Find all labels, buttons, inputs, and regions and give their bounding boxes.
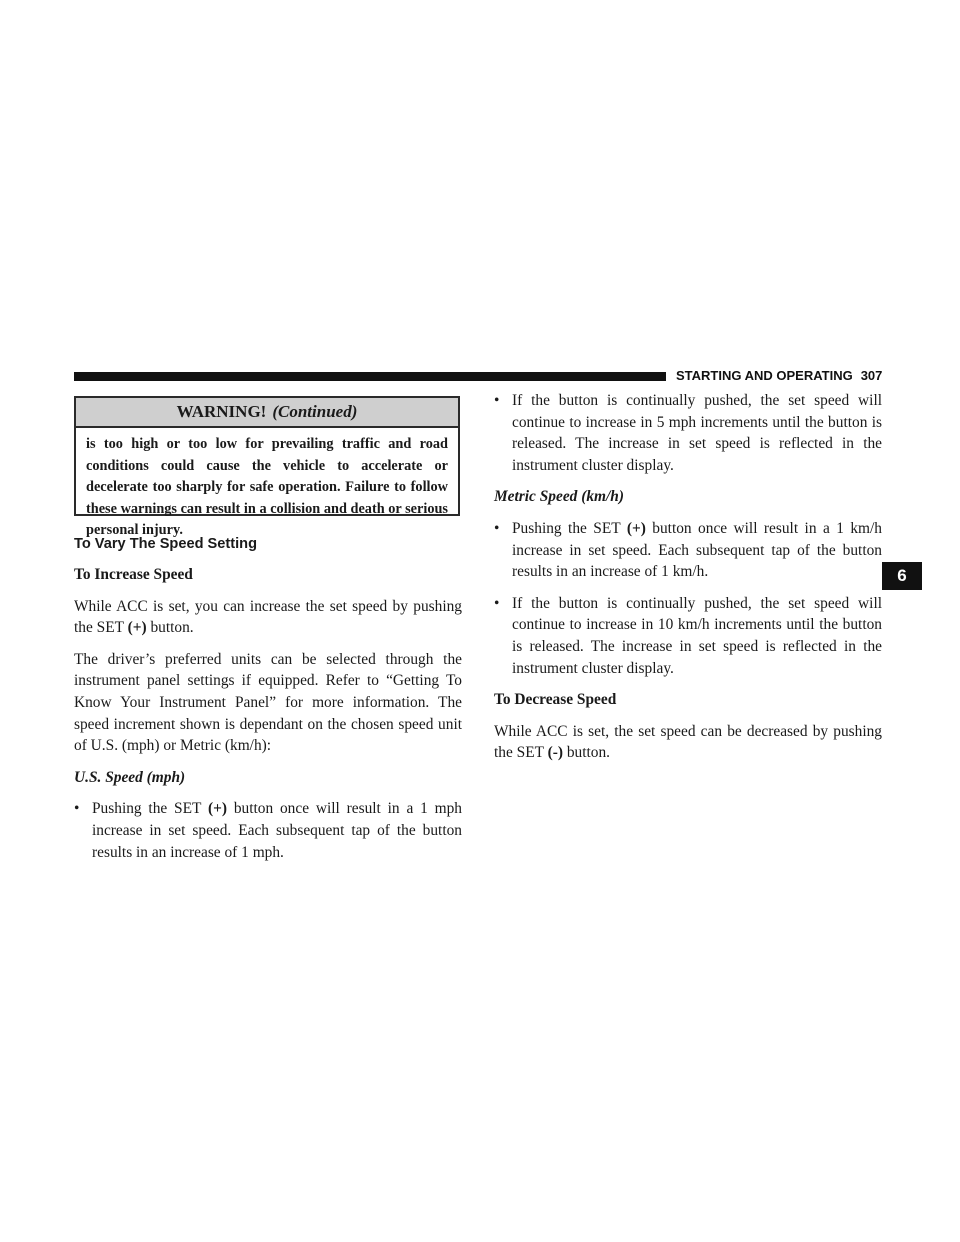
running-header xyxy=(676,366,896,386)
units-paragraph: The driver’s preferred units can be selected through the instrument panel settings if equipped. Refer to “Getting To Know Your Instrument Panel” for more information. The speed increment shown is dependant on the chosen speed unit of U.S. (mph) or Metric (km/h): xyxy=(74,650,462,755)
text: If the button is continually pushed, the set speed will continue to increase in 5 mph increments until the button is released. The increase in set speed is reflected in the instrument cluster display. xyxy=(512,392,882,474)
set-plus-label: (+) xyxy=(626,519,646,537)
header-rule xyxy=(74,372,666,381)
bullet-icon: • xyxy=(494,594,500,612)
text: button. xyxy=(562,744,611,762)
bullet-icon: • xyxy=(494,392,500,409)
list-item xyxy=(494,593,882,679)
increase-paragraph xyxy=(74,596,462,639)
text: If the button is continually pushed, the set speed will continue to increase in 10 km/h increments until the button is released. The increase in set speed is reflected in the instrument cluster display. xyxy=(512,594,882,677)
text: button. xyxy=(146,619,194,637)
decrease-speed-title: To Decrease Speed xyxy=(494,691,617,709)
text: While ACC is set, the set speed can be decreased by pushing the SET xyxy=(494,722,882,762)
set-plus-label: (+) xyxy=(127,619,147,637)
decrease-paragraph xyxy=(494,721,882,764)
list-item xyxy=(494,390,882,476)
bullet-icon: • xyxy=(74,800,80,818)
text: Pushing the SET xyxy=(92,800,208,818)
warning-continued: (Continued) xyxy=(272,402,358,421)
chapter-tab: 6 xyxy=(882,562,922,590)
increase-speed-title: To Increase Speed xyxy=(74,566,193,583)
section-name: STARTING AND OPERATING xyxy=(676,368,853,383)
metric-speed-title: Metric Speed (km/h) xyxy=(494,488,624,506)
warning-box xyxy=(74,396,460,539)
set-minus-label: (-) xyxy=(547,744,563,762)
right-column xyxy=(494,390,882,774)
text: button once will result in a 1 mph increase in set speed. Each subsequent tap of the button results in an increase of 1 mph. xyxy=(92,800,462,861)
warning-label: WARNING! xyxy=(176,402,267,421)
text: While ACC is set, you can increase the set speed by pushing the SET xyxy=(74,597,462,637)
text: button once will result in a 1 km/h increase in set speed. Each subsequent tap of the button results in an increase of 1 km/h. xyxy=(512,519,882,581)
warning-text: is too high or too low for prevailing traffic and road conditions could cause the vehicle to accelerate or decelerate too sharply for safe operation. Failure to follow these warnings can result in a collision and death or serious personal injury. xyxy=(86,436,448,539)
text: Pushing the SET xyxy=(512,519,627,537)
list-item xyxy=(74,798,462,863)
section-title: To Vary The Speed Setting xyxy=(74,536,257,552)
list-item xyxy=(494,518,882,583)
warning-header xyxy=(76,398,458,428)
set-plus-label: (+) xyxy=(207,800,227,818)
left-column xyxy=(74,534,462,873)
us-speed-title: U.S. Speed (mph) xyxy=(74,768,186,786)
bullet-icon: • xyxy=(494,519,500,537)
page-number: 307 xyxy=(860,368,883,383)
